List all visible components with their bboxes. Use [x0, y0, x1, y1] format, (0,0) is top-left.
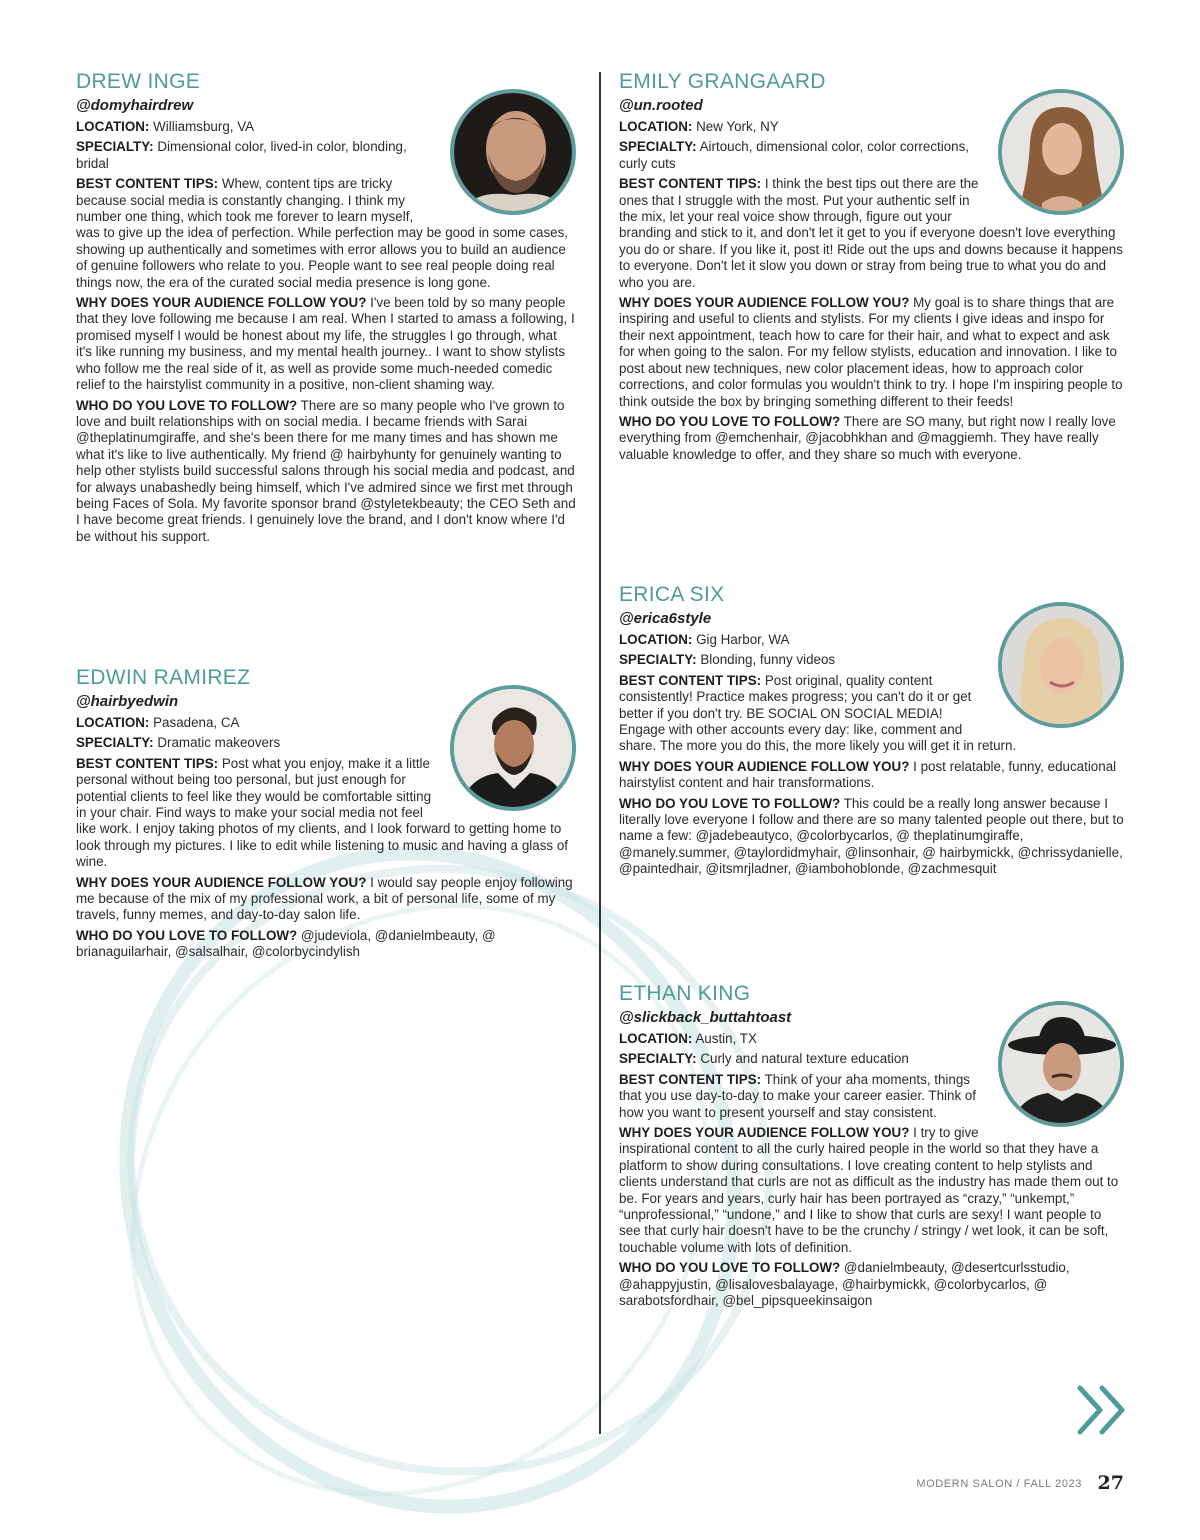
label-specialty: SPECIALTY:: [619, 1051, 697, 1067]
double-chevron-right-icon[interactable]: [1076, 1384, 1130, 1436]
profile-handle[interactable]: @domyhairdrew: [76, 97, 194, 114]
profile-emily-grangaard: [619, 70, 1124, 467]
footer-separator: /: [1016, 1478, 1021, 1490]
avatar: [450, 685, 576, 811]
tips-text: Post what you enjoy, make it a little personal without being too personal, but just enough for potential clients to feel like they would be comfortable sitting in your chair. Find ways to make your social media not feel like work. I enjoy taking photos of my clients, and I look forward to getting home to look through my pictures. I like to edit while listening to music and having a glass of wine.: [76, 755, 568, 870]
profile-name: DREW INGE: [76, 70, 201, 93]
who-text: There are so many people who I've grown to love and built relationships with on social media. I became friends with Sarai @theplatinumgiraffe, and she's been there for me many times and has shown me what it's like to live authentically. My friend @ hairbyhunty for genuinely wanting to help other stylists build successful salons through his social media and podcast, and for always unabashedly being himself, which I've admired since we first met through being Faces of Sola. My favorite sponsor brand @styletekbeauty; the CEO Seth and I have become great friends. I genuinely love the brand, and I don't know where I'd be without his support.: [76, 397, 576, 544]
why-paragraph: [619, 295, 1124, 410]
label-location: LOCATION:: [619, 632, 693, 647]
who-text: @danielmbeauty, @desertcurlsstudio, @ahappyjustin, @lisalovesbalayage, @hairbymickk, @colorbycarlos, @ sarabotsfordhair, @bel_pipsqueekinsaigon: [619, 1260, 1070, 1309]
label-specialty: SPECIALTY:: [76, 735, 154, 751]
profile-handle[interactable]: @erica6style: [619, 610, 712, 627]
location-value: Austin, TX: [695, 1031, 757, 1046]
profile-name: ETHAN KING: [619, 982, 751, 1005]
label-specialty: SPECIALTY:: [619, 139, 697, 155]
profile-handle[interactable]: @un.rooted: [619, 97, 703, 114]
who-paragraph: [76, 398, 576, 546]
label-specialty: SPECIALTY:: [619, 652, 697, 668]
tips-text: Whew, content tips are tricky because social media is constantly changing. I think my number one thing, which took me forever to learn myself, was to give up the idea of perfection. While perfection may be good in some cases, showing up authentically and sometimes with error allows you to build an audience of genuine followers who relate to you. People want to see real people doing real things now, the era of the curated social media presence is long gone.: [76, 176, 569, 290]
why-text: My goal is to share things that are inspiring and useful to clients and stylists. For my clients I give ideas and inspo for their next appointment, teach how to care for their hair, and what to expect and ask for when going to the salon. For my fellow stylists, education and innovation. I like to post about new techniques, new color placement ideas, how to approach color corrections, and color formulas you wouldn't think to try. I hope I'm inspiring people to think outside the box by bringing something different to their feeds!: [619, 295, 1123, 409]
avatar: [998, 602, 1124, 728]
label-tips: BEST CONTENT TIPS:: [619, 1071, 762, 1087]
profile-ethan-king: [619, 982, 1124, 1314]
column-divider: [599, 72, 601, 1434]
tips-text: I think the best tips out there are the ones that I struggle with the most. Put your authentic self in the mix, let your real voice show through, figure out your branding and stick to it, and don't let it get to you if everyone doesn't love everything you do or share. If you like it, post it! Ride out the ups and downs because it happens to everyone. Don't let it slow you down or stray from being true to what you do and who you are.: [619, 176, 1123, 290]
page-footer: [916, 1478, 1082, 1490]
label-who: WHO DO YOU LOVE TO FOLLOW?: [619, 413, 841, 429]
page-number: 27: [1097, 1472, 1124, 1494]
label-who: WHO DO YOU LOVE TO FOLLOW?: [76, 397, 298, 413]
label-tips: BEST CONTENT TIPS:: [76, 755, 219, 771]
label-tips: BEST CONTENT TIPS:: [619, 176, 762, 192]
specialty-value: Airtouch, dimensional color, color corrections, curly cuts: [619, 139, 970, 171]
why-paragraph: [619, 1125, 1124, 1256]
issue-label: FALL 2023: [1023, 1478, 1082, 1490]
why-paragraph: [76, 295, 576, 393]
label-why: WHY DOES YOUR AUDIENCE FOLLOW YOU?: [619, 758, 910, 774]
label-tips: BEST CONTENT TIPS:: [619, 672, 762, 688]
who-text: This could be a really long answer because I literally love everyone I follow and there are so many talented people out there, but to name a few: @jadebeautyco, @colorbycarlos, @ theplatinumgiraffe, @manely.summer, @taylordidmyhair, @linsonhair, @ hairbymickk, @chrissydanielle, @paintedhair, @itsmrjladner, @iambohoblonde, @zachmesquit: [619, 795, 1124, 877]
location-value: New York, NY: [696, 119, 779, 134]
profile-name: EDWIN RAMIREZ: [76, 666, 251, 689]
why-paragraph: [76, 875, 576, 924]
label-location: LOCATION:: [76, 715, 150, 730]
tips-text: Post original, quality content consistently! Practice makes progress; you can't do it or get better if you don't try. BE SOCIAL ON SOCIAL MEDIA! Engage with other accounts every day: like, comment and share. The more you do this, the more likely you will get it in return.: [619, 672, 1017, 754]
specialty-value: Dramatic makeovers: [157, 735, 281, 751]
label-specialty: SPECIALTY:: [76, 139, 154, 155]
label-who: WHO DO YOU LOVE TO FOLLOW?: [619, 795, 841, 811]
label-location: LOCATION:: [619, 119, 693, 134]
why-paragraph: [619, 759, 1124, 792]
location-value: Gig Harbor, WA: [696, 632, 790, 647]
label-why: WHY DOES YOUR AUDIENCE FOLLOW YOU?: [619, 295, 910, 311]
label-who: WHO DO YOU LOVE TO FOLLOW?: [76, 927, 298, 943]
why-text: I've been told by so many people that they love following me because I am real. When I started to amass a following, I promised myself I would be honest about my life, the struggles I go through, what it's like running my business, and my mental health journey.. I want to show stylists who follow me the real side of it, as well as provide some much-needed comedic relief to the hairstylist community in a positive, non-client shaming way.: [76, 295, 575, 393]
who-paragraph: [76, 928, 576, 961]
why-text: I would say people enjoy following me because of the mix of my professional work, a bit of personal life, some of my travels, funny memes, and day-to-day salon life.: [76, 874, 573, 923]
label-who: WHO DO YOU LOVE TO FOLLOW?: [619, 1260, 841, 1276]
who-text: There are SO many, but right now I really love everything from @emchenhair, @jacobhkhan and @maggiemh. They have really valuable knowledge to offer, and they share so much with everyone.: [619, 413, 1116, 462]
who-paragraph: [619, 1260, 1124, 1309]
magazine-name: MODERN SALON: [916, 1478, 1013, 1490]
avatar: [998, 1001, 1124, 1127]
location-value: Pasadena, CA: [153, 715, 240, 730]
label-why: WHY DOES YOUR AUDIENCE FOLLOW YOU?: [76, 295, 367, 311]
profile-handle[interactable]: @hairbyedwin: [76, 693, 179, 710]
who-text: @judeviola, @danielmbeauty, @ brianaguilarhair, @salsalhair, @colorbycindylish: [76, 927, 496, 960]
why-text: I post relatable, funny, educational hairstylist content and hair transformations.: [619, 758, 1117, 791]
profile-erica-six: [619, 583, 1124, 882]
who-paragraph: [619, 796, 1124, 878]
profile-name: EMILY GRANGAARD: [619, 70, 826, 93]
profile-drew-inge: [76, 70, 576, 549]
profile-edwin-ramirez: [76, 666, 576, 965]
avatar: [450, 89, 576, 215]
specialty-value: Dimensional color, lived-in color, blonding, bridal: [76, 139, 407, 171]
label-location: LOCATION:: [619, 1031, 693, 1046]
tips-text: Think of your aha moments, things that you use day-to-day to make your career easier. Think of how you want to present yourself and stay consistent.: [619, 1071, 977, 1120]
profile-handle[interactable]: @slickback_buttahtoast: [619, 1009, 792, 1026]
specialty-value: Blonding, funny videos: [700, 652, 836, 668]
label-why: WHY DOES YOUR AUDIENCE FOLLOW YOU?: [619, 1125, 910, 1141]
location-value: Williamsburg, VA: [153, 119, 255, 134]
specialty-value: Curly and natural texture education: [700, 1051, 909, 1067]
profile-name: ERICA SIX: [619, 583, 725, 606]
label-location: LOCATION:: [76, 119, 150, 134]
avatar: [998, 89, 1124, 215]
who-paragraph: [619, 414, 1124, 463]
why-text: I try to give inspirational content to all the curly haired people in the world so that they have a platform to show during consultations. I love creating content to help stylists and clients understand that curls are not as difficult as the industry has made them out to be. For years and years, curly hair has been portrayed as “crazy,” “unkempt,” “unprofessional,” “undone,” and I like to show that curls are sexy! I want people to see that curly hair doesn't have to be the crunchy / stringy / wet look, it can be soft, touchable volume with lots of definition.: [619, 1125, 1119, 1255]
label-tips: BEST CONTENT TIPS:: [76, 176, 219, 192]
label-why: WHY DOES YOUR AUDIENCE FOLLOW YOU?: [76, 874, 367, 890]
